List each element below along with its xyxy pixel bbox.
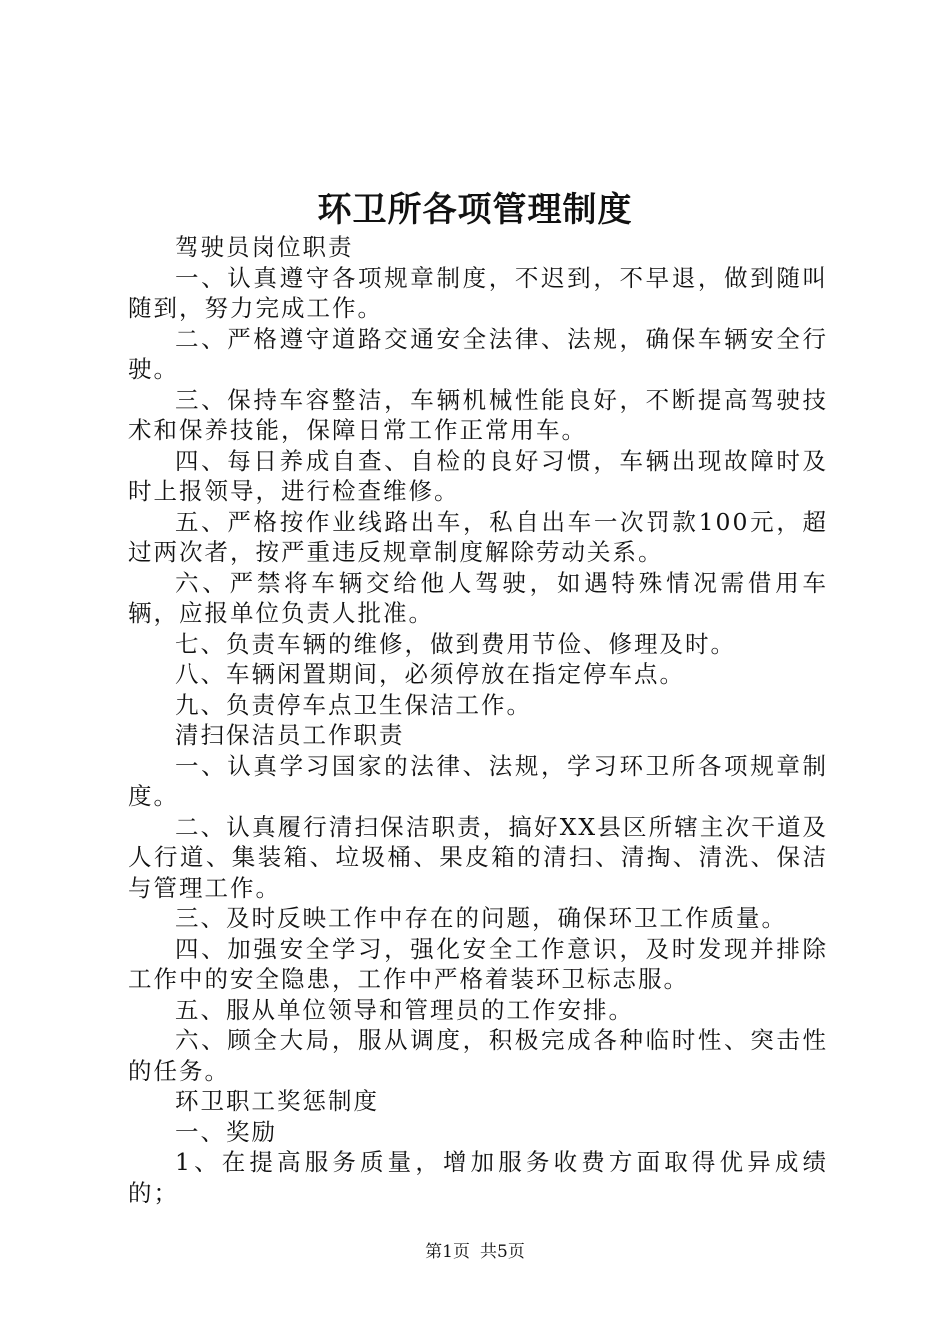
document-body	[128, 232, 828, 1208]
paragraph: 八、车辆闲置期间，必须停放在指定停车点。	[175, 660, 685, 688]
paragraph: 四、每日养成自查、自检的良好习惯，车辆出现故障时及时上报领导，进行检查维修。	[128, 446, 828, 505]
page-footer	[0, 1240, 950, 1264]
paragraph: 五、严格按作业线路出车，私自出车一次罚款100元，超过两次者，按严重违反规章制度解除劳动关系。	[128, 507, 828, 566]
paragraph: 九、负责停车点卫生保洁工作。	[175, 690, 532, 719]
section-heading-rewards: 环卫职工奖惩制度	[175, 1087, 379, 1115]
paragraph: 一、认真遵守各项规章制度，不迟到，不早退，做到随叫随到，努力完成工作。	[128, 263, 828, 322]
page-total: 共5页	[480, 1242, 525, 1262]
page-number: 第1页	[425, 1242, 470, 1262]
section-heading-cleaner: 清扫保洁员工作职责	[175, 721, 405, 749]
paragraph: 二、严格遵守道路交通安全法律、法规，确保车辆安全行驶。	[128, 324, 828, 383]
paragraph: 六、严禁将车辆交给他人驾驶，如遇特殊情况需借用车辆，应报单位负责人批准。	[128, 568, 828, 627]
paragraph: 一、奖励	[175, 1117, 277, 1146]
paragraph: 四、加强安全学习，强化安全工作意识，及时发现并排除工作中的安全隐患，工作中严格着装环卫标志服。	[128, 934, 828, 993]
section-heading-driver: 驾驶员岗位职责	[175, 233, 354, 261]
paragraph: 七、负责车辆的维修，做到费用节俭、修理及时。	[175, 629, 736, 658]
paragraph: 五、服从单位领导和管理员的工作安排。	[175, 995, 634, 1024]
paragraph: 三、及时反映工作中存在的问题，确保环卫工作质量。	[175, 904, 787, 932]
paragraph: 六、顾全大局，服从调度，积极完成各种临时性、突击性的任务。	[128, 1026, 828, 1085]
paragraph: 一、认真学习国家的法律、法规，学习环卫所各项规章制度。	[128, 751, 828, 810]
paragraph: 1、在提高服务质量，增加服务收费方面取得优异成绩的；	[128, 1148, 828, 1207]
paragraph: 三、保持车容整洁，车辆机械性能良好，不断提高驾驶技术和保养技能，保障日常工作正常用车。	[128, 385, 828, 444]
paragraph: 二、认真履行清扫保洁职责，搞好XX县区所辖主次干道及人行道、集装箱、垃圾桶、果皮箱的清扫、清掏、清洗、保洁与管理工作。	[128, 812, 828, 902]
document-title: 环卫所各项管理制度	[317, 190, 633, 230]
